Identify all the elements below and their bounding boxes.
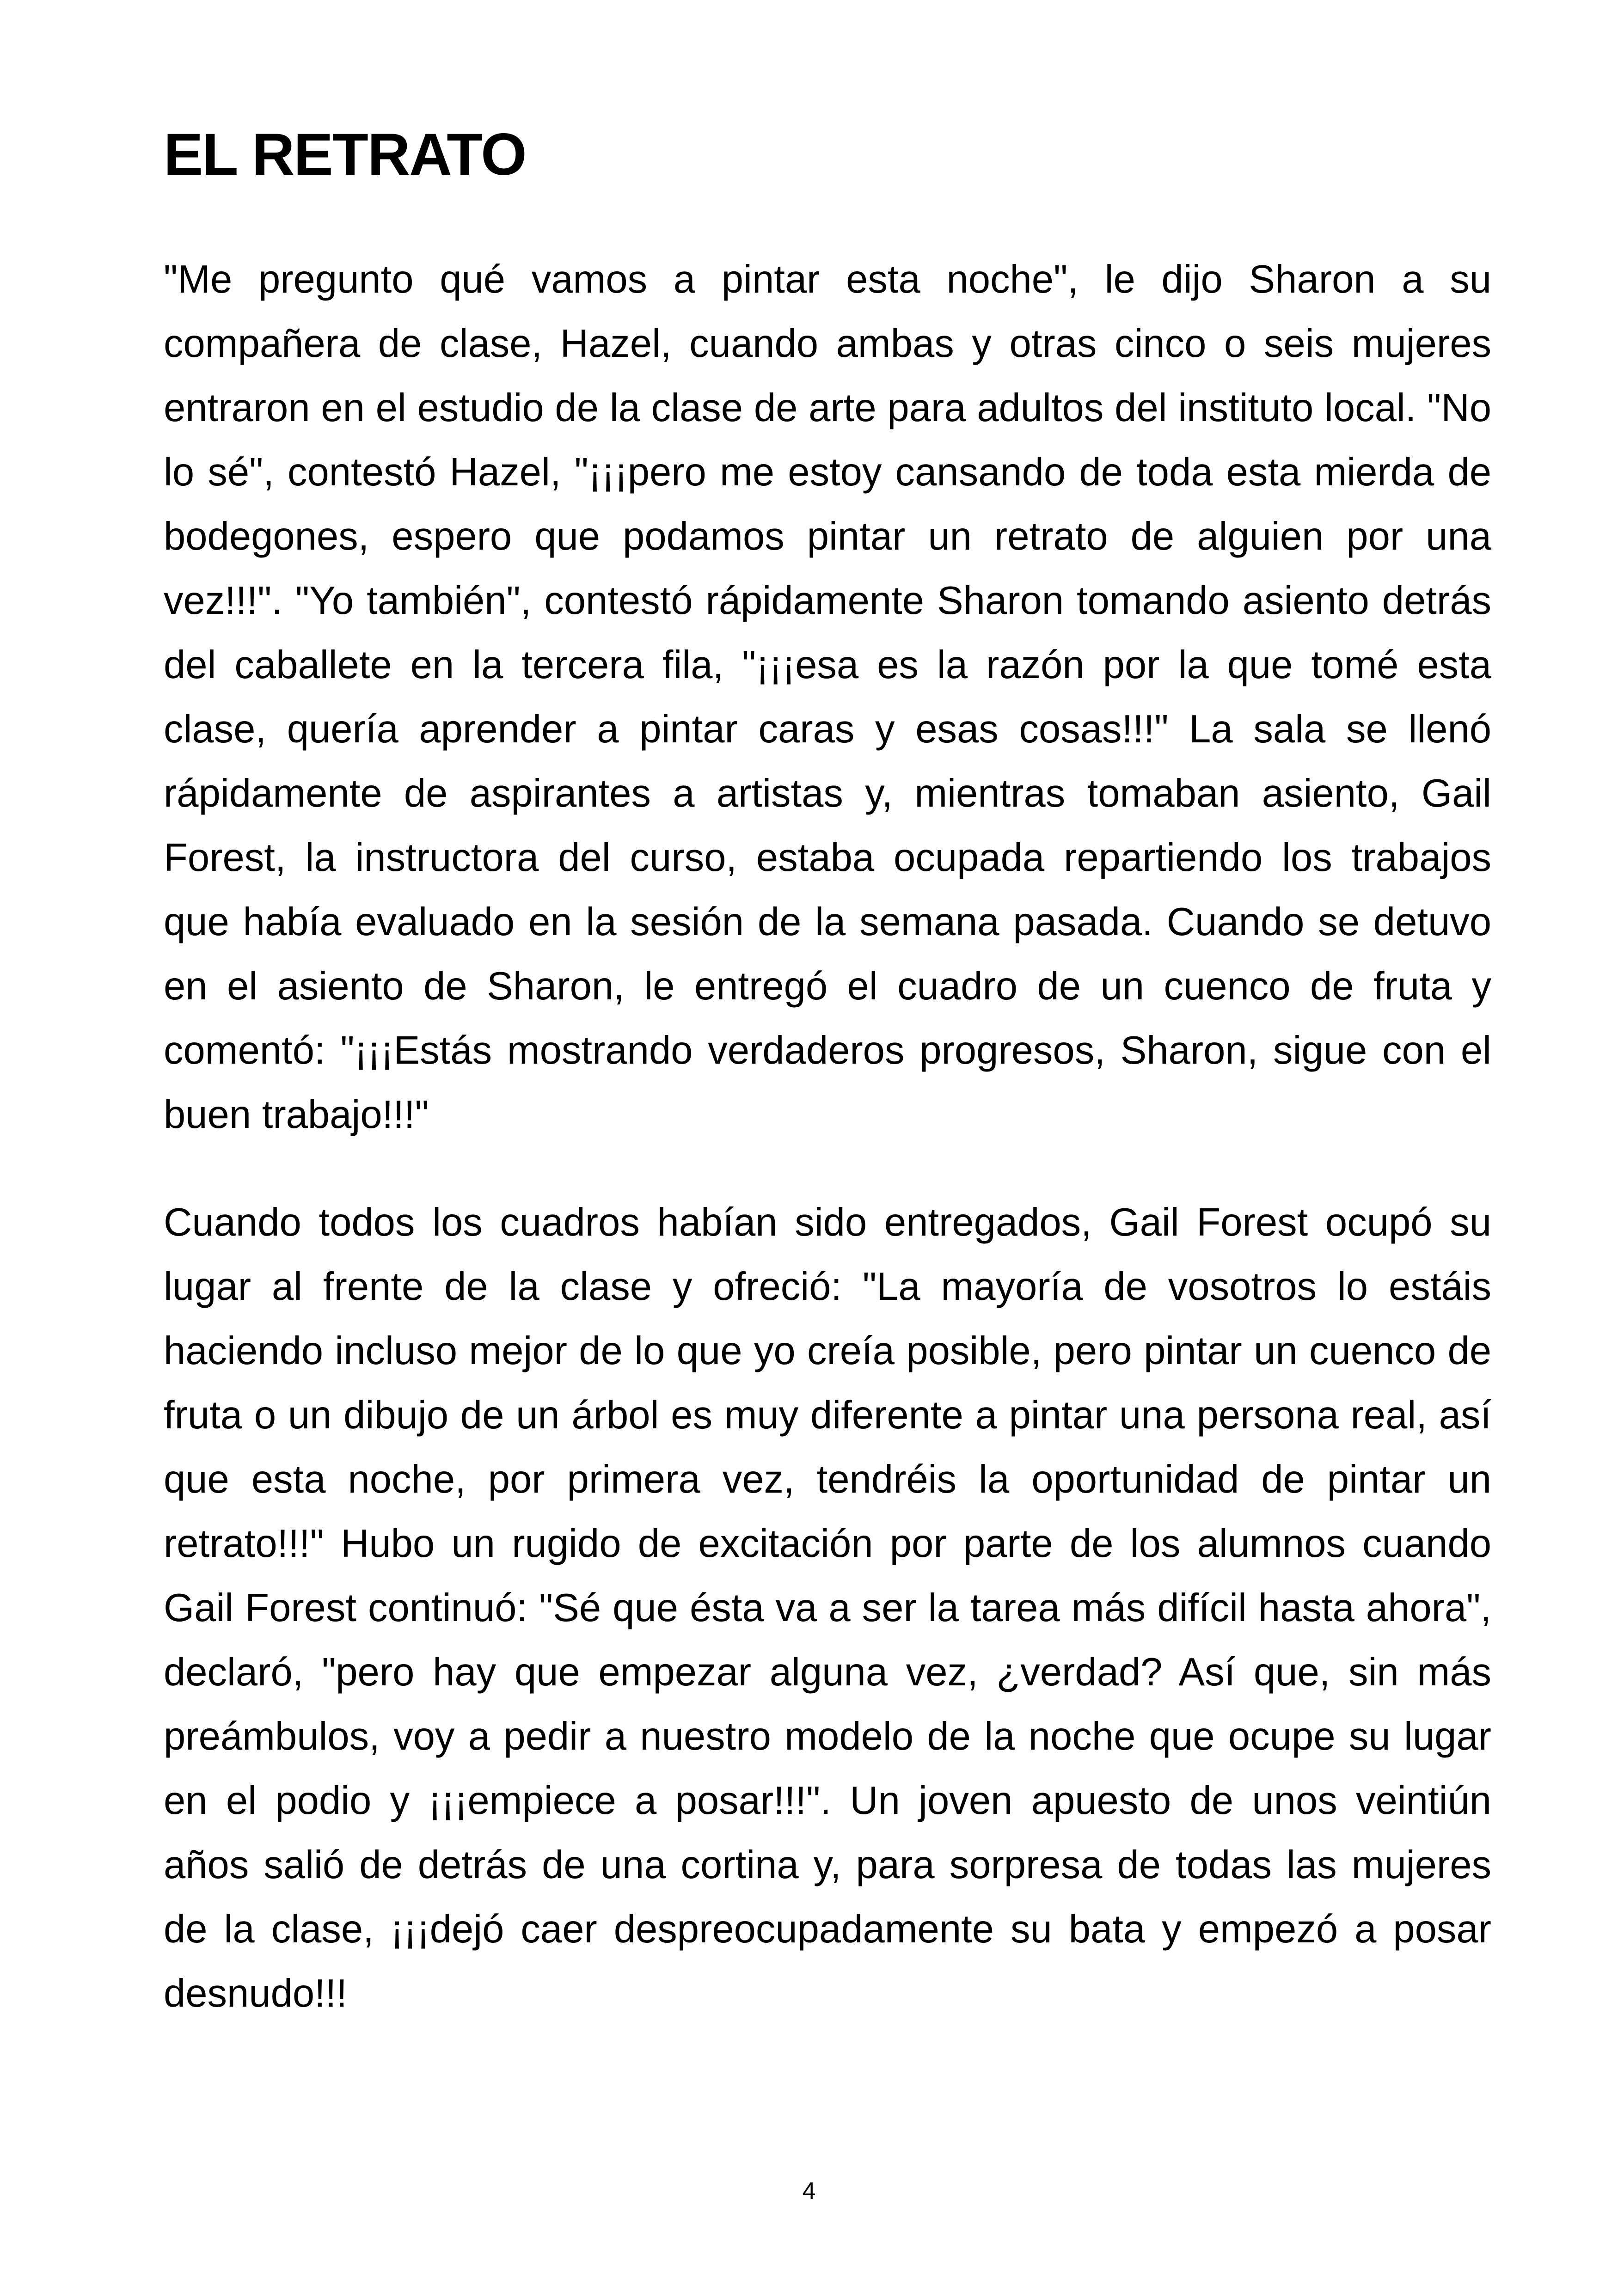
page-title: EL RETRATO <box>164 122 526 188</box>
paragraph-1: "Me pregunto qué vamos a pintar esta noche", le dijo Sharon a su compañera de clase, Hazel, cuando ambas y otras cinco o seis mujeres entraron en el estudio de la clase de arte para adultos del instituto local. "No lo sé", contestó Hazel, "¡¡¡pero me estoy cansando de toda esta mierda de bodegones, espero que podamos pintar un retrato de alguien por una vez!!!". "Yo también", contestó rápidamente Sharon tomando asiento detrás del caballete en la tercera fila, "¡¡¡esa es la razón por la que tomé esta clase, quería aprender a pintar caras y esas cosas!!!" La sala se llenó rápidamente de aspirantes a artistas y, mientras tomaban asiento, Gail Forest, la instructora del curso, estaba ocupada repartiendo los trabajos que había evaluado en la sesión de la semana pasada. Cuando se detuvo en el asiento de Sharon, le entregó el cuadro de un cuenco de fruta y comentó: "¡¡¡Estás mostrando verdaderos progresos, Sharon, sigue con el buen trabajo!!!" <box>164 257 1491 1137</box>
paragraph-2: Cuando todos los cuadros habían sido entregados, Gail Forest ocupó su lugar al frente de la clase y ofreció: "La mayoría de vosotros lo estáis haciendo incluso mejor de lo que yo creía posible, pero pintar un cuenco de fruta o un dibujo de un árbol es muy diferente a pintar una persona real, así que esta noche, por primera vez, tendréis la oportunidad de pintar un retrato!!!" Hubo un rugido de excitación por parte de los alumnos cuando Gail Forest continuó: "Sé que ésta va a ser la tarea más difícil hasta ahora", declaró, "pero hay que empezar alguna vez, ¿verdad? Así que, sin más preámbulos, voy a pedir a nuestro modelo de la noche que ocupe su lugar en el podio y ¡¡¡empiece a posar!!!". Un joven apuesto de unos veintiún años salió de detrás de una cortina y, para sorpresa de todas las mujeres de la clase, ¡¡¡dejó caer despreocupadamente su bata y empezó a posar desnudo!!! <box>164 1200 1491 2015</box>
page-number: 4 <box>802 2178 816 2204</box>
